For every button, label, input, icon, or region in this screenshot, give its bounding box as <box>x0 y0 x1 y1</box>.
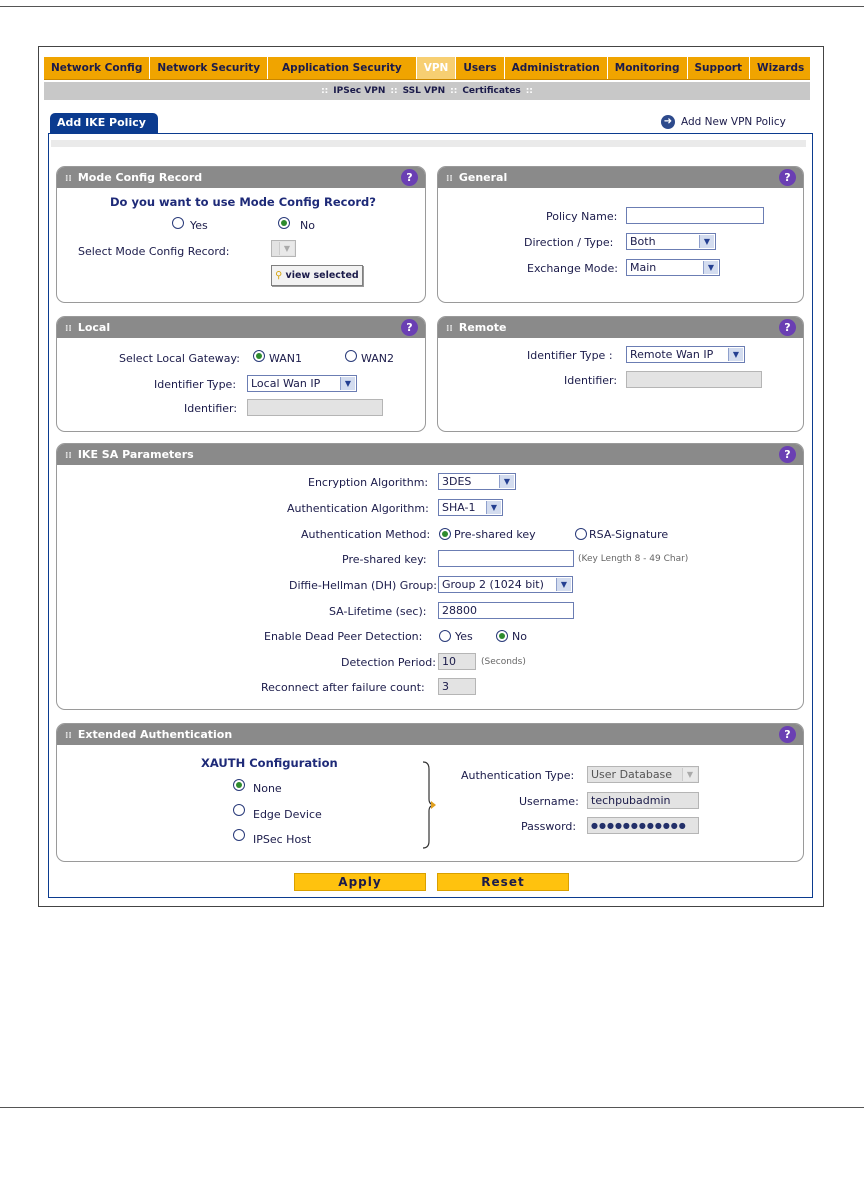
direction-type-label: Direction / Type: <box>524 236 614 249</box>
header-band <box>51 140 806 147</box>
dpd-yes-radio[interactable] <box>439 630 451 642</box>
ike-sa-title: IKE SA Parameters <box>77 448 194 461</box>
mode-config-title: Mode Config Record <box>77 171 203 184</box>
select-mode-config-label: Select Mode Config Record: <box>78 245 230 258</box>
dh-group-value: Group 2 (1024 bit) <box>442 578 544 591</box>
chevron-down-icon: ▼ <box>486 501 501 514</box>
local-identifier-type-value: Local Wan IP <box>251 377 321 390</box>
wan2-radio[interactable] <box>345 350 357 362</box>
local-identifier-type-select[interactable] <box>247 375 357 392</box>
password-input[interactable]: ●●●●●●●●●●●● <box>587 817 699 834</box>
subnav-separator: :: <box>450 86 458 96</box>
mode-config-yes-radio[interactable] <box>172 217 184 229</box>
xauth-edge-device-label: Edge Device <box>253 808 322 821</box>
wan1-radio[interactable] <box>253 350 265 362</box>
policy-name-input[interactable] <box>626 207 764 224</box>
sub-navigation <box>44 82 810 100</box>
ike-sa-panel <box>56 443 804 710</box>
mode-config-panel <box>56 166 426 303</box>
top-rule <box>0 6 864 7</box>
mode-config-yes-label: Yes <box>190 219 208 232</box>
detection-period-input[interactable]: 10 <box>438 653 476 670</box>
auth-type-value: User Database <box>591 768 673 781</box>
detection-period-hint: (Seconds) <box>481 657 526 667</box>
screenshot-frame <box>38 46 824 907</box>
chevron-down-icon: ▼ <box>728 348 743 361</box>
exchange-mode-label: Exchange Mode: <box>527 262 618 275</box>
chevron-down-icon: ▼ <box>499 475 514 488</box>
help-icon[interactable]: ? <box>779 446 796 463</box>
auth-algorithm-select[interactable] <box>438 499 503 516</box>
wan2-label: WAN2 <box>361 352 395 365</box>
grip-icon: ⁞⁞ <box>65 451 72 461</box>
nav-wizards[interactable]: Wizards <box>756 62 805 74</box>
auth-algorithm-value: SHA-1 <box>442 501 476 514</box>
nav-application-security[interactable]: Application Security <box>268 57 417 79</box>
tab-add-ike-policy[interactable]: Add IKE Policy <box>50 113 158 133</box>
local-identifier-label: Identifier: <box>184 402 238 415</box>
help-icon[interactable]: ? <box>401 169 418 186</box>
direction-type-value: Both <box>630 235 656 248</box>
general-panel <box>437 166 804 303</box>
brace-divider <box>421 761 437 849</box>
xauth-title: Extended Authentication <box>77 728 233 741</box>
ike-sa-header <box>57 444 803 465</box>
wan1-label: WAN1 <box>269 352 303 365</box>
grip-icon: ⁞⁞ <box>65 324 72 334</box>
chevron-down-icon: ▼ <box>699 235 714 248</box>
apply-button[interactable]: Apply <box>294 873 426 891</box>
subnav-separator: :: <box>321 86 329 96</box>
grip-icon: ⁞⁞ <box>446 324 453 334</box>
grip-icon: ⁞⁞ <box>446 174 453 184</box>
add-new-vpn-policy-link[interactable] <box>661 115 786 129</box>
psk-hint: (Key Length 8 - 49 Char) <box>578 554 689 564</box>
encryption-value: 3DES <box>442 475 472 488</box>
mode-config-header <box>57 167 425 188</box>
auth-method-psk-radio[interactable] <box>439 528 451 540</box>
mode-config-no-label: No <box>300 219 315 232</box>
local-identifier-type-label: Identifier Type: <box>154 378 237 391</box>
xauth-edge-device-radio[interactable] <box>233 804 245 816</box>
remote-title: Remote <box>458 321 507 334</box>
general-title: General <box>458 171 508 184</box>
xauth-ipsec-host-label: IPSec Host <box>253 833 312 846</box>
nav-monitoring[interactable]: Monitoring <box>608 57 688 79</box>
magnifier-icon: ⚲ <box>275 270 283 281</box>
grip-icon: ⁞⁞ <box>65 731 72 741</box>
help-icon[interactable]: ? <box>779 726 796 743</box>
sa-lifetime-label: SA-Lifetime (sec): <box>329 605 427 618</box>
top-navigation <box>44 57 810 80</box>
chevron-down-icon: ▼ <box>703 261 718 274</box>
grip-icon: ⁞⁞ <box>65 174 72 184</box>
remote-identifier-type-label: Identifier Type : <box>527 349 613 362</box>
local-header <box>57 317 425 338</box>
auth-method-label: Authentication Method: <box>301 528 431 541</box>
xauth-header <box>57 724 803 745</box>
auth-algorithm-label: Authentication Algorithm: <box>287 502 429 515</box>
exchange-mode-value: Main <box>630 261 657 274</box>
dpd-no-label: No <box>512 630 527 643</box>
nav-network-config[interactable]: Network Config <box>44 57 150 79</box>
reset-button[interactable]: Reset <box>437 873 569 891</box>
nav-users[interactable]: Users <box>456 57 504 79</box>
policy-name-label: Policy Name: <box>546 210 618 223</box>
subnav-ssl-vpn[interactable]: SSL VPN <box>402 86 446 96</box>
xauth-panel <box>56 723 804 862</box>
subnav-separator: :: <box>525 86 533 96</box>
remote-identifier-type-value: Remote Wan IP <box>630 348 714 361</box>
sa-lifetime-input[interactable]: 28800 <box>438 602 574 619</box>
username-label: Username: <box>519 795 579 808</box>
bottom-rule <box>0 1107 864 1108</box>
remote-identifier-input[interactable] <box>626 371 762 388</box>
general-header <box>438 167 803 188</box>
remote-identifier-type-select[interactable] <box>626 346 745 363</box>
local-gateway-label: Select Local Gateway: <box>119 352 240 365</box>
view-selected-button[interactable] <box>271 265 363 286</box>
direction-type-select[interactable] <box>626 233 716 250</box>
psk-label: Pre-shared key: <box>342 553 427 566</box>
dpd-no-radio[interactable] <box>496 630 508 642</box>
help-icon[interactable]: ? <box>401 319 418 336</box>
password-label: Password: <box>521 820 577 833</box>
dpd-label: Enable Dead Peer Detection: <box>264 630 423 643</box>
nav-administration[interactable]: Administration <box>505 57 608 79</box>
remote-header <box>438 317 803 338</box>
mode-config-no-radio[interactable] <box>278 217 290 229</box>
nav-network-security[interactable]: Network Security <box>150 57 268 79</box>
view-selected-label: view selected <box>285 270 359 281</box>
chevron-down-icon: ▼ <box>279 242 294 255</box>
xauth-config-heading: XAUTH Configuration <box>201 756 338 770</box>
mode-config-question: Do you want to use Mode Config Record? <box>110 195 376 209</box>
subnav-certificates[interactable]: Certificates <box>462 86 521 96</box>
chevron-down-icon: ▼ <box>682 768 697 781</box>
reconnect-label: Reconnect after failure count: <box>261 681 425 694</box>
auth-method-rsa-radio[interactable] <box>575 528 587 540</box>
nav-vpn[interactable]: VPN <box>417 57 457 79</box>
xauth-ipsec-host-radio[interactable] <box>233 829 245 841</box>
dpd-yes-label: Yes <box>455 630 473 643</box>
arrow-circle-icon: ➜ <box>661 115 675 129</box>
subnav-separator: :: <box>390 86 398 96</box>
help-icon[interactable]: ? <box>779 319 796 336</box>
xauth-none-radio[interactable] <box>233 779 245 791</box>
auth-type-select[interactable] <box>587 766 699 783</box>
help-icon[interactable]: ? <box>779 169 796 186</box>
exchange-mode-select[interactable] <box>626 259 720 276</box>
psk-input[interactable] <box>438 550 574 567</box>
dh-group-select[interactable] <box>438 576 573 593</box>
auth-type-label: Authentication Type: <box>461 769 575 782</box>
reconnect-input[interactable]: 3 <box>438 678 476 695</box>
username-input[interactable]: techpubadmin <box>587 792 699 809</box>
remote-panel <box>437 316 804 432</box>
encryption-select[interactable] <box>438 473 516 490</box>
chevron-down-icon: ▼ <box>340 377 355 390</box>
local-panel <box>56 316 426 432</box>
local-title: Local <box>77 321 111 334</box>
auth-method-psk-label: Pre-shared key <box>454 528 536 541</box>
xauth-none-label: None <box>253 782 282 795</box>
local-identifier-input[interactable] <box>247 399 383 416</box>
nav-support[interactable]: Support <box>688 57 750 79</box>
subnav-ipsec-vpn[interactable]: IPSec VPN <box>333 86 386 96</box>
encryption-label: Encryption Algorithm: <box>308 476 429 489</box>
dh-group-label: Diffie-Hellman (DH) Group: <box>289 579 437 592</box>
add-new-vpn-policy-label: Add New VPN Policy <box>681 116 786 128</box>
chevron-down-icon: ▼ <box>556 578 571 591</box>
auth-method-rsa-label: RSA-Signature <box>589 528 669 541</box>
remote-identifier-label: Identifier: <box>564 374 618 387</box>
mode-config-record-select[interactable] <box>271 240 296 257</box>
detection-period-label: Detection Period: <box>341 656 436 669</box>
